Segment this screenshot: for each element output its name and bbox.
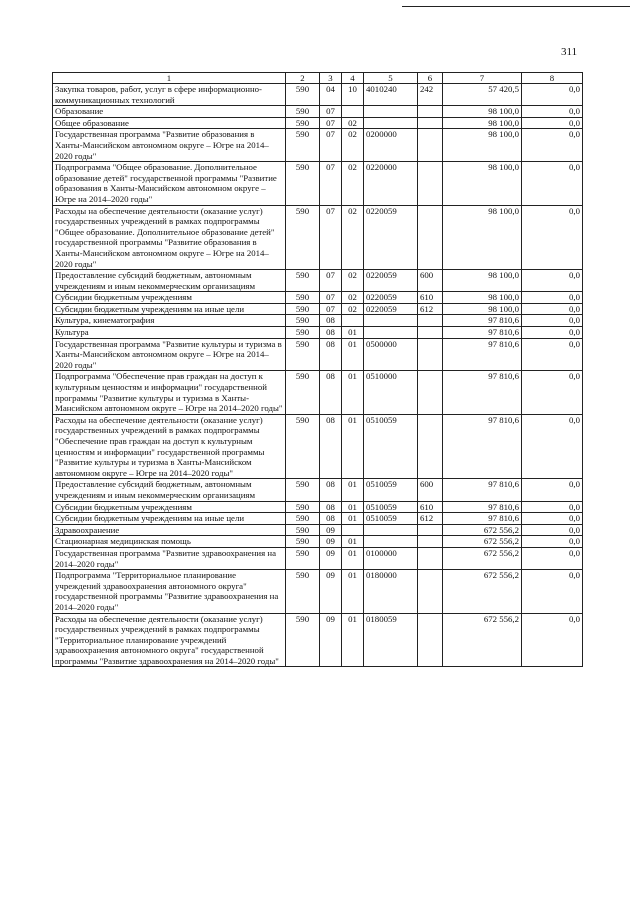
row-name: Здравоохранение xyxy=(53,524,286,536)
row-code-3: 09 xyxy=(320,524,342,536)
row-code-4: 02 xyxy=(342,270,364,292)
row-code-2: 590 xyxy=(286,117,320,129)
header-cell-8: 8 xyxy=(522,73,583,84)
row-code-6 xyxy=(418,536,443,548)
row-amount-8: 0,0 xyxy=(522,613,583,667)
row-code-6: 610 xyxy=(418,292,443,304)
header-cell-5: 5 xyxy=(364,73,418,84)
row-code-4: 01 xyxy=(342,371,364,414)
row-code-2: 590 xyxy=(286,205,320,270)
row-code-4: 01 xyxy=(342,613,364,667)
row-code-2: 590 xyxy=(286,547,320,569)
row-name: Предоставление субсидий бюджетным, автономным учреждениям и иным некоммерческим организациям xyxy=(53,270,286,292)
row-code-3: 09 xyxy=(320,536,342,548)
row-code-5: 0500000 xyxy=(364,338,418,371)
row-code-6 xyxy=(418,371,443,414)
row-name: Общее образование xyxy=(53,117,286,129)
row-amount: 98 100,0 xyxy=(443,162,522,205)
row-amount: 97 810,6 xyxy=(443,501,522,513)
table-row xyxy=(53,524,583,536)
row-amount-8: 0,0 xyxy=(522,501,583,513)
row-code-3: 08 xyxy=(320,414,342,479)
row-code-2: 590 xyxy=(286,84,320,106)
row-amount: 98 100,0 xyxy=(443,106,522,118)
row-amount-8: 0,0 xyxy=(522,536,583,548)
row-amount: 672 556,2 xyxy=(443,570,522,613)
row-amount: 97 810,6 xyxy=(443,338,522,371)
row-code-6: 612 xyxy=(418,303,443,315)
row-name: Государственная программа "Развитие здравоохранения на 2014–2020 годы" xyxy=(53,547,286,569)
row-code-6 xyxy=(418,524,443,536)
row-code-2: 590 xyxy=(286,106,320,118)
table-row xyxy=(53,547,583,569)
row-code-3: 07 xyxy=(320,303,342,315)
row-code-3: 07 xyxy=(320,129,342,162)
row-code-3: 08 xyxy=(320,338,342,371)
row-name: Культура, кинематография xyxy=(53,315,286,327)
page-number: 311 xyxy=(561,46,578,58)
row-code-2: 590 xyxy=(286,371,320,414)
row-amount-8: 0,0 xyxy=(522,303,583,315)
row-amount-8: 0,0 xyxy=(522,129,583,162)
header-row xyxy=(53,73,583,84)
row-name: Культура xyxy=(53,327,286,339)
row-name: Расходы на обеспечение деятельности (оказание услуг) государственных учреждений в рамках подпрограммы "Общее образование. Дополнительное образование детей" государственной программы "Развитие образования в Ханты-Мансийском автономном округе – Югре на 2014–2020 годы" xyxy=(53,205,286,270)
row-code-2: 590 xyxy=(286,414,320,479)
row-code-2: 590 xyxy=(286,501,320,513)
row-code-5 xyxy=(364,117,418,129)
row-code-6 xyxy=(418,106,443,118)
row-name: Подпрограмма "Обеспечение прав граждан на доступ к культурным ценностям и информации" государственной программы "Развитие культуры и туризма в Ханты-Мансийском автономном округе – Югре на 2014–2020 годы" xyxy=(53,371,286,414)
row-amount-8: 0,0 xyxy=(522,315,583,327)
row-name: Государственная программа "Развитие культуры и туризма в Ханты-Мансийском автономном округе – Югре на 2014–2020 годы" xyxy=(53,338,286,371)
table-row xyxy=(53,570,583,613)
row-code-4: 02 xyxy=(342,162,364,205)
table-row xyxy=(53,414,583,479)
row-code-5: 0510000 xyxy=(364,371,418,414)
table-row xyxy=(53,117,583,129)
row-code-6 xyxy=(418,613,443,667)
row-code-3: 04 xyxy=(320,84,342,106)
row-code-4: 01 xyxy=(342,414,364,479)
row-amount: 98 100,0 xyxy=(443,129,522,162)
row-code-4: 01 xyxy=(342,501,364,513)
row-amount: 98 100,0 xyxy=(443,292,522,304)
row-code-2: 590 xyxy=(286,513,320,525)
table-row xyxy=(53,536,583,548)
row-code-6: 600 xyxy=(418,270,443,292)
row-name: Расходы на обеспечение деятельности (оказание услуг) государственных учреждений в рамках подпрограммы "Территориальное планирование учреждений здравоохранения автономного округа" государственной программы "Развитие здравоохранения на 2014–2020 годы" xyxy=(53,613,286,667)
row-code-4: 01 xyxy=(342,536,364,548)
row-code-5: 0180059 xyxy=(364,613,418,667)
row-amount-8: 0,0 xyxy=(522,371,583,414)
row-amount-8: 0,0 xyxy=(522,513,583,525)
row-code-6 xyxy=(418,338,443,371)
row-name: Субсидии бюджетным учреждениям на иные цели xyxy=(53,303,286,315)
row-code-2: 590 xyxy=(286,270,320,292)
row-name: Образование xyxy=(53,106,286,118)
row-amount: 98 100,0 xyxy=(443,270,522,292)
row-code-2: 590 xyxy=(286,292,320,304)
row-code-3: 07 xyxy=(320,106,342,118)
row-amount: 672 556,2 xyxy=(443,613,522,667)
row-code-5 xyxy=(364,327,418,339)
row-amount-8: 0,0 xyxy=(522,570,583,613)
row-name: Закупка товаров, работ, услуг в сфере информационно-коммуникационных технологий xyxy=(53,84,286,106)
row-name: Государственная программа "Развитие образования в Ханты-Мансийском автономном округе – Югре на 2014–2020 годы" xyxy=(53,129,286,162)
row-code-4: 01 xyxy=(342,479,364,501)
row-code-2: 590 xyxy=(286,536,320,548)
row-amount-8: 0,0 xyxy=(522,292,583,304)
table-row xyxy=(53,327,583,339)
table-row xyxy=(53,338,583,371)
row-code-2: 590 xyxy=(286,613,320,667)
row-code-3: 07 xyxy=(320,162,342,205)
row-code-5: 0180000 xyxy=(364,570,418,613)
row-code-4: 02 xyxy=(342,303,364,315)
row-code-5: 0510059 xyxy=(364,479,418,501)
row-code-6 xyxy=(418,327,443,339)
row-code-6 xyxy=(418,414,443,479)
row-code-4 xyxy=(342,315,364,327)
row-code-6 xyxy=(418,117,443,129)
row-code-3: 08 xyxy=(320,513,342,525)
header-cell-4: 4 xyxy=(342,73,364,84)
row-name: Субсидии бюджетным учреждениям xyxy=(53,501,286,513)
table-row xyxy=(53,479,583,501)
row-code-3: 09 xyxy=(320,570,342,613)
row-amount: 97 810,6 xyxy=(443,315,522,327)
row-code-3: 08 xyxy=(320,371,342,414)
table-row xyxy=(53,501,583,513)
row-name: Стационарная медицинская помощь xyxy=(53,536,286,548)
row-code-4: 01 xyxy=(342,338,364,371)
row-name: Предоставление субсидий бюджетным, автономным учреждениям и иным некоммерческим организациям xyxy=(53,479,286,501)
row-code-5: 0510059 xyxy=(364,513,418,525)
row-code-4: 01 xyxy=(342,327,364,339)
row-code-2: 590 xyxy=(286,338,320,371)
row-code-5 xyxy=(364,536,418,548)
table-row xyxy=(53,292,583,304)
row-code-3: 08 xyxy=(320,327,342,339)
row-code-5: 0100000 xyxy=(364,547,418,569)
row-amount: 672 556,2 xyxy=(443,536,522,548)
row-name: Субсидии бюджетным учреждениям xyxy=(53,292,286,304)
table-row xyxy=(53,106,583,118)
row-code-3: 07 xyxy=(320,292,342,304)
row-code-5 xyxy=(364,106,418,118)
header-cell-2: 2 xyxy=(286,73,320,84)
row-code-4 xyxy=(342,106,364,118)
row-code-3: 09 xyxy=(320,547,342,569)
row-amount-8: 0,0 xyxy=(522,547,583,569)
row-amount: 97 810,6 xyxy=(443,371,522,414)
row-code-5: 4010240 xyxy=(364,84,418,106)
row-code-4: 02 xyxy=(342,117,364,129)
top-rule xyxy=(402,6,630,7)
row-amount: 97 810,6 xyxy=(443,479,522,501)
row-code-4: 01 xyxy=(342,513,364,525)
row-amount-8: 0,0 xyxy=(522,205,583,270)
row-amount-8: 0,0 xyxy=(522,106,583,118)
row-code-6 xyxy=(418,205,443,270)
row-amount-8: 0,0 xyxy=(522,414,583,479)
row-code-2: 590 xyxy=(286,303,320,315)
row-code-6: 610 xyxy=(418,501,443,513)
row-amount: 57 420,5 xyxy=(443,84,522,106)
row-code-6: 600 xyxy=(418,479,443,501)
row-name: Расходы на обеспечение деятельности (оказание услуг) государственных учреждений в рамках подпрограммы "Обеспечение прав граждан на доступ к культурным ценностям и информации" государственной программы "Развитие культуры и туризма в Ханты-Мансийском автономном округе – Югре на 2014–2020 годы" xyxy=(53,414,286,479)
row-code-4: 02 xyxy=(342,129,364,162)
row-code-2: 590 xyxy=(286,327,320,339)
budget-table xyxy=(52,72,583,667)
row-code-5: 0220000 xyxy=(364,162,418,205)
row-code-5: 0200000 xyxy=(364,129,418,162)
row-code-2: 590 xyxy=(286,162,320,205)
row-amount: 97 810,6 xyxy=(443,327,522,339)
table-row xyxy=(53,162,583,205)
table-row xyxy=(53,303,583,315)
row-code-3: 08 xyxy=(320,315,342,327)
row-amount: 98 100,0 xyxy=(443,117,522,129)
header-cell-1: 1 xyxy=(53,73,286,84)
row-amount: 672 556,2 xyxy=(443,524,522,536)
row-amount: 97 810,6 xyxy=(443,414,522,479)
row-amount: 98 100,0 xyxy=(443,303,522,315)
table-row xyxy=(53,315,583,327)
row-code-3: 08 xyxy=(320,479,342,501)
row-code-5 xyxy=(364,524,418,536)
row-code-5: 0220059 xyxy=(364,270,418,292)
row-code-6 xyxy=(418,570,443,613)
row-code-4: 02 xyxy=(342,292,364,304)
row-code-2: 590 xyxy=(286,315,320,327)
row-code-5: 0220059 xyxy=(364,292,418,304)
row-code-6 xyxy=(418,162,443,205)
header-cell-7: 7 xyxy=(443,73,522,84)
header-cell-3: 3 xyxy=(320,73,342,84)
row-code-5 xyxy=(364,315,418,327)
row-amount: 672 556,2 xyxy=(443,547,522,569)
row-amount-8: 0,0 xyxy=(522,327,583,339)
table-body xyxy=(53,84,583,667)
row-amount-8: 0,0 xyxy=(522,524,583,536)
table-row xyxy=(53,205,583,270)
row-amount-8: 0,0 xyxy=(522,162,583,205)
row-code-4: 02 xyxy=(342,205,364,270)
row-code-3: 07 xyxy=(320,270,342,292)
row-amount: 98 100,0 xyxy=(443,205,522,270)
row-code-2: 590 xyxy=(286,524,320,536)
table-row xyxy=(53,270,583,292)
row-code-5: 0510059 xyxy=(364,501,418,513)
row-code-6: 612 xyxy=(418,513,443,525)
row-amount-8: 0,0 xyxy=(522,338,583,371)
row-code-4: 01 xyxy=(342,547,364,569)
row-code-6 xyxy=(418,315,443,327)
row-amount-8: 0,0 xyxy=(522,270,583,292)
row-code-3: 07 xyxy=(320,205,342,270)
row-code-2: 590 xyxy=(286,129,320,162)
row-code-4 xyxy=(342,524,364,536)
row-code-2: 590 xyxy=(286,479,320,501)
row-amount-8: 0,0 xyxy=(522,479,583,501)
row-code-4: 01 xyxy=(342,570,364,613)
row-name: Субсидии бюджетным учреждениям на иные цели xyxy=(53,513,286,525)
row-code-4: 10 xyxy=(342,84,364,106)
row-code-6: 242 xyxy=(418,84,443,106)
row-code-6 xyxy=(418,547,443,569)
table-row xyxy=(53,84,583,106)
row-amount-8: 0,0 xyxy=(522,117,583,129)
row-code-5: 0220059 xyxy=(364,303,418,315)
row-code-6 xyxy=(418,129,443,162)
row-code-5: 0220059 xyxy=(364,205,418,270)
table-row xyxy=(53,513,583,525)
row-name: Подпрограмма "Общее образование. Дополнительное образование детей" государственной программы "Развитие образования в Ханты-Мансийском автономном округе – Югре на 2014–2020 годы" xyxy=(53,162,286,205)
row-code-2: 590 xyxy=(286,570,320,613)
row-code-5: 0510059 xyxy=(364,414,418,479)
row-code-3: 07 xyxy=(320,117,342,129)
row-code-3: 09 xyxy=(320,613,342,667)
table-row xyxy=(53,129,583,162)
row-code-3: 08 xyxy=(320,501,342,513)
row-name: Подпрограмма "Территориальное планирование учреждений здравоохранения автономного округа" государственной программы "Развитие здравоохранения на 2014–2020 годы" xyxy=(53,570,286,613)
table-row xyxy=(53,371,583,414)
row-amount-8: 0,0 xyxy=(522,84,583,106)
table-row xyxy=(53,613,583,667)
row-amount: 97 810,6 xyxy=(443,513,522,525)
header-cell-6: 6 xyxy=(418,73,443,84)
